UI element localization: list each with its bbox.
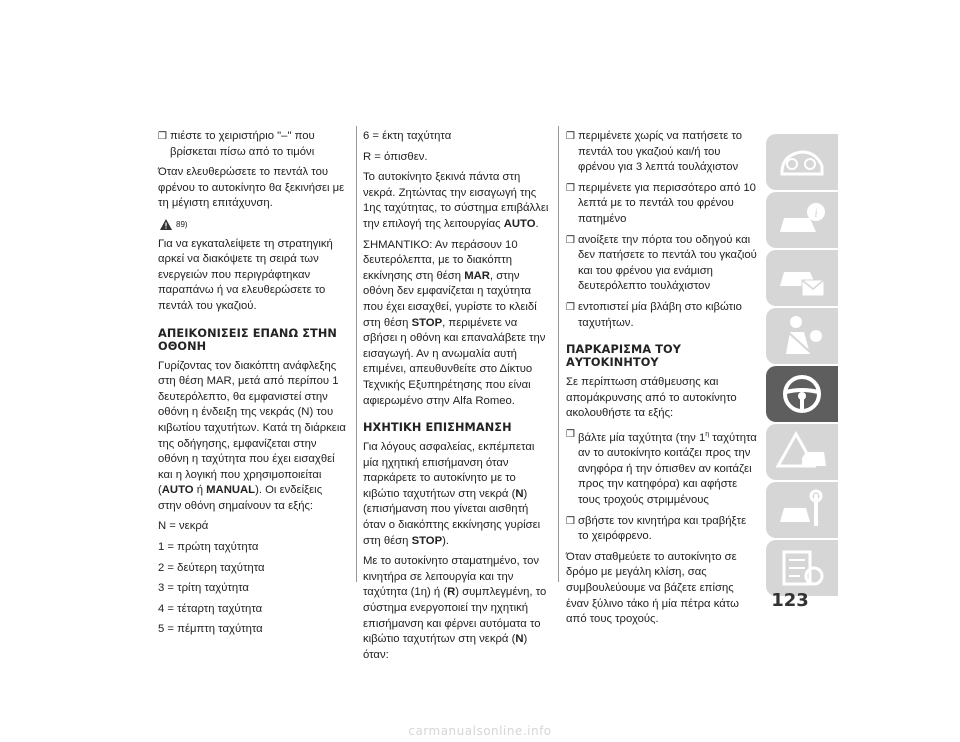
paragraph: Σε περίπτωση στάθμευσης και απομάκρυνσης από το αυτοκίνητο ακολουθήστε τα εξής: — [566, 376, 737, 420]
column-1 — [158, 129, 348, 643]
column-divider — [558, 126, 559, 582]
column-divider — [356, 126, 357, 582]
section-heading: ΠΑΡΚΑΡΙΣΜΑ ΤΟΥ ΑΥΤΟΚΙΝΗΤΟΥ — [566, 343, 681, 370]
gear-line: 4 = τέταρτη ταχύτητα — [158, 602, 263, 615]
bullet-box-icon: ❒ — [566, 131, 575, 142]
bullet-box-icon: ❒ — [566, 234, 575, 246]
bullet-item: ❒ βάλτε μία ταχύτητα (την $1^\eta$ ταχύτητα αν το αυτοκίνητο κοιτάζει προς την ανηφόρα ή την όπισθεν αν κοιτάζει προς την κατηφόρα) και αφήστε τους τροχούς στριμμένους — [566, 427, 758, 509]
car-wrench-icon — [776, 488, 828, 532]
paragraph: Για να εγκαταλείψετε τη στρατηγική αρκεί να διακόψετε τη σειρά των ενεργειών που περιγράφτηκαν παραπάνω ή να ελευθερώσετε το πεντάλ του γκαζιού. — [158, 237, 333, 312]
tab-emergency[interactable] — [766, 424, 838, 480]
section-heading: ΑΠΕΙΚΟΝΙΣΕΙΣ ΕΠΑΝΩ ΣΤΗΝ ΟΘΟΝΗ — [158, 326, 337, 353]
gear-line: 3 = τρίτη ταχύτητα — [158, 582, 249, 595]
gear-line: N = νεκρά — [158, 520, 209, 533]
car-envelope-icon — [776, 256, 828, 300]
paragraph: Το αυτοκίνητο ξεκινά πάντα στη νεκρά. Ζητώντας την εισαγωγή της 1ης ταχύτητας, το σύστημα επιβάλλει την επιλογή της λειτουργίας AUTO. — [363, 171, 549, 230]
dashboard-car-icon — [776, 140, 828, 184]
seatbelt-person-icon — [776, 314, 828, 358]
paragraph: Για λόγους ασφαλείας, εκπέμπεται μία ηχητική επισήμανση όταν παρκάρετε το αυτοκίνητο με το κιβώτιο ταχυτήτων στη νεκρά (N) (επισήμανση που γίνεται αισθητή όταν ο διακόπτης εκκίνησης γυρίσει στη θέση STOP). — [363, 441, 541, 547]
watermark: carmanualsonline.info — [408, 724, 552, 738]
bullet-item: ❒ περιμένετε για περισσότερο από 10 λεπτά με το πεντάλ του φρένου πατημένο — [566, 181, 758, 228]
page-number: 123 — [771, 590, 809, 611]
steering-wheel-icon — [776, 372, 828, 416]
car-info-icon — [776, 198, 828, 242]
tab-driving[interactable] — [766, 366, 838, 422]
bullet-item: ❒ περιμένετε χωρίς να πατήσετε το πεντάλ του γκαζιού και/ή του φρένου για 3 λεπτά τουλάχιστον — [566, 129, 758, 176]
gear-line: 2 = δεύτερη ταχύτητα — [158, 561, 265, 574]
section-heading: ΗΧΗΤΙΚΗ ΕΠΙΣΗΜΑΝΣΗ — [363, 421, 512, 435]
tab-seat-safety[interactable] — [766, 308, 838, 364]
bullet-box-icon: ❒ — [566, 301, 575, 313]
bullet-box-icon: ❒ — [158, 131, 167, 142]
bullet-item: ❒ εντοπιστεί μία βλάβη στο κιβώτιο ταχυτήτων. — [566, 300, 758, 331]
tab-dashboard[interactable] — [766, 134, 838, 190]
settings-list-icon — [776, 546, 828, 590]
column-3 — [566, 129, 758, 633]
paragraph: ΣΗΜΑΝΤΙΚΟ: Αν περάσουν 10 δευτερόλεπτα, με το διακόπτη εκκίνησης στη θέση MAR, στην οθόνη δεν εμφανίζεται η ταχύτητα που έχει εισαχθεί, γυρίστε το κλειδί στη θέση STOP, περιμένετε να σβήσει η οθόνη και επαναλάβετε την εισαγωγή. Αν η ανωμαλία αυτή επιμένει, απευθυνθείτε στο Δίκτυο Τεχνικής Εξυπηρέτησης που είναι αφιερωμένο στην Alfa Romeo. — [363, 238, 546, 407]
gear-line: R = όπισθεν. — [363, 150, 428, 163]
bullet-box-icon: ❒ — [566, 182, 575, 194]
tab-maintenance[interactable] — [766, 482, 838, 538]
warning-triangle-car-icon — [776, 430, 828, 474]
tab-technical-data[interactable] — [766, 540, 838, 596]
paragraph: Με το αυτοκίνητο σταματημένο, τον κινητήρα σε λειτουργία και την ταχύτητα (1η) ή (R) συμπλεγμένη, το σύστημα ενεργοποιεί την ηχητική επισήμανση και φέρνει αυτόματα το κιβώτιο ταχυτήτων στη νεκρά (N) όταν: — [363, 555, 547, 661]
gear-line: 6 = έκτη ταχύτητα — [363, 130, 452, 142]
bullet-item: ❒ ανοίξετε την πόρτα του οδηγού και δεν πατήσετε το πεντάλ του γκαζιού και του φρένου για ενάμιση δευτερόλεπτο τουλάχιστον — [566, 233, 758, 295]
tab-safety[interactable] — [766, 192, 838, 248]
gear-line: 5 = πέμπτη ταχύτητα — [158, 623, 263, 636]
paragraph: Όταν σταθμεύετε το αυτοκίνητο σε δρόμο με μεγάλη κλίση, σας συμβουλεύουμε να βάζετε επίσης έναν ξύλινο τάκο ή μία πέτρα κάτω από τους τροχούς. — [566, 550, 739, 626]
paragraph: Όταν ελευθερώσετε το πεντάλ του φρένου το αυτοκίνητο θα ξεκινήσει με τη μέγιστη επιτάχυνση. — [158, 166, 345, 210]
warning-triangle-icon — [160, 219, 172, 230]
tab-warnings[interactable] — [766, 250, 838, 306]
column-2 — [363, 129, 553, 668]
warning-ref-number: 89) — [176, 219, 188, 229]
bullet-item: ❒ σβήστε τον κινητήρα και τραβήξτε το χειρόφρενο. — [566, 514, 758, 545]
gear-line: 1 = πρώτη ταχύτητα — [158, 541, 259, 554]
warning-reference — [160, 217, 348, 233]
bullet-item — [158, 129, 348, 160]
bullet-box-icon: ❒ — [566, 428, 575, 440]
svg-text:i: i — [814, 205, 818, 220]
bullet-text: πιέστε το χειριστήριο "–" που βρίσκεται πίσω από το τιμόνι — [170, 130, 315, 158]
paragraph: Γυρίζοντας τον διακόπτη ανάφλεξης στη θέση MAR, μετά από περίπου 1 δευτερόλεπτο, θα εμφανιστεί στην οθόνη η ένδειξη της νεκράς (N) του κιβωτίου ταχυτήτων. Κατά τη διάρκεια της οδήγησης, εμφανίζεται στην οθόνη η ταχύτητα που έχει εισαχθεί και η λογική που χρησιμοποιείται (AUTO ή MANUAL). Οι ενδείξεις στην οθόνη σημαίνουν τα εξής: — [158, 359, 346, 512]
bullet-box-icon: ❒ — [566, 515, 575, 527]
